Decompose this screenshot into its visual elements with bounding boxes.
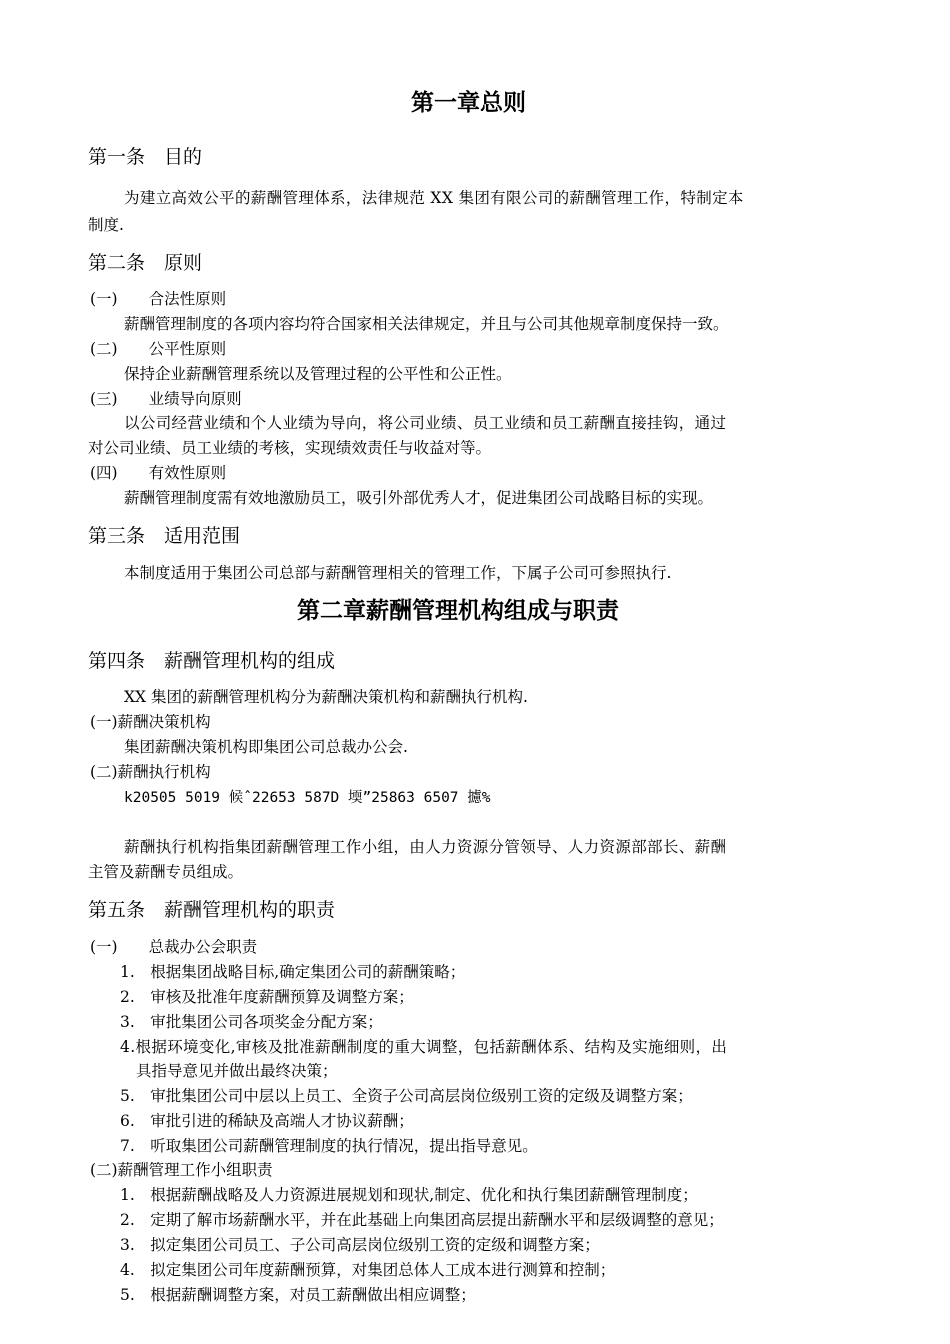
item-text: 薪酬管理制度需有效地激励员工，吸引外部优秀人才，促进集团公司战略目标的实现。 — [124, 489, 714, 507]
article-heading: 第四条 薪酬管理机构的组成 — [88, 650, 336, 672]
article-heading: 第五条 薪酬管理机构的职责 — [88, 899, 336, 921]
list-item: 4. 拟定集团公司年度薪酬预算，对集团总体人工成本进行测算和控制； — [120, 1261, 616, 1279]
sub-heading: (一) 总裁办公会职责 — [90, 938, 258, 956]
item-text: 对公司业绩、员工业绩的考核，实现绩效责任与收益对等。 — [88, 439, 492, 457]
item-text: 以公司经营业绩和个人业绩为导向，将公司业绩、员工业绩和员工薪酬直接挂钩，通过 — [124, 414, 727, 432]
list-item: 2. 定期了解市场薪酬水平，并在此基础上向集团高层提出薪酬水平和层级调整的意见； — [120, 1211, 724, 1229]
list-item: 6. 审批引进的稀缺及高端人才协议薪酬； — [120, 1112, 414, 1130]
sub-heading: (二)薪酬管理工作小组职责 — [90, 1161, 273, 1179]
list-item: 4.根据环境变化,审核及批准薪酬制度的重大调整，包括薪酬体系、结构及实施细则，出 — [120, 1038, 728, 1056]
chapter-title: 第二章薪酬管理机构组成与职责 — [297, 598, 619, 624]
paragraph-line: 集团薪酬决策机构即集团公司总裁办公会. — [124, 738, 408, 756]
item-text: 薪酬管理制度的各项内容均符合国家相关法律规定，并且与公司其他规章制度保持一致。 — [124, 315, 729, 333]
article-heading: 第三条 适用范围 — [88, 525, 241, 547]
list-item: 3. 审批集团公司各项奖金分配方案； — [120, 1013, 383, 1031]
list-item: 2. 审核及批准年度薪酬预算及调整方案； — [120, 988, 414, 1006]
list-item: 5. 审批集团公司中层以上员工、全资子公司高层岗位级别工资的定级及调整方案； — [120, 1087, 693, 1105]
list-item: 1. 根据集团战略目标,确定集团公司的薪酬策略； — [120, 963, 466, 981]
paragraph-line: XX 集团的薪酬管理机构分为薪酬决策机构和薪酬执行机构. — [124, 688, 528, 706]
paragraph-line: 主管及薪酬专员组成。 — [88, 863, 244, 881]
paragraph-line: 为建立高效公平的薪酬管理体系，法律规范 XX 集团有限公司的薪酬管理工作，特制定本 — [124, 189, 744, 207]
article-heading: 第二条 原则 — [88, 252, 203, 274]
item-text: 保持企业薪酬管理系统以及管理过程的公平性和公正性。 — [124, 365, 512, 383]
paragraph-line: 薪酬执行机构指集团薪酬管理工作小组，由人力资源分管领导、人力资源部部长、薪酬 — [124, 838, 727, 856]
list-item: 具指导意见并做出最终决策； — [136, 1062, 338, 1080]
garbled-text-line: k20505 5019 候ˆ22653 587D 堧”25863 6507 攄% — [124, 790, 491, 806]
list-item: 5. 根据薪酬调整方案，对员工薪酬做出相应调整； — [120, 1286, 476, 1304]
list-item: 1. 根据薪酬战略及人力资源进展规划和现状,制定、优化和执行集团薪酬管理制度； — [120, 1186, 698, 1204]
sub-heading: (二)薪酬执行机构 — [90, 763, 211, 781]
paragraph-line: 制度. — [88, 216, 124, 234]
list-item: 7. 听取集团公司薪酬管理制度的执行情况，提出指导意见。 — [120, 1137, 538, 1155]
chapter-title: 第一章总则 — [411, 90, 526, 116]
paragraph-line: 本制度适用于集团公司总部与薪酬管理相关的管理工作，下属子公司可参照执行. — [124, 564, 672, 582]
item-label: (二) 公平性原则 — [90, 340, 227, 358]
sub-heading: (一)薪酬决策机构 — [90, 713, 211, 731]
list-item: 3. 拟定集团公司员工、子公司高层岗位级别工资的定级和调整方案； — [120, 1236, 600, 1254]
item-label: (四) 有效性原则 — [90, 464, 227, 482]
item-label: (三) 业绩导向原则 — [90, 390, 242, 408]
item-label: (一) 合法性原则 — [90, 290, 227, 308]
article-heading: 第一条 目的 — [88, 146, 203, 168]
